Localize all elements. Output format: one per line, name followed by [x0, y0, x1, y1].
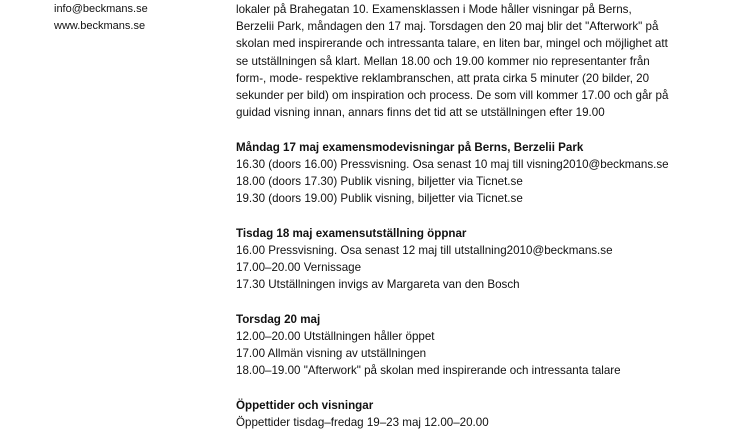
intro-paragraph: [236, 1, 706, 121]
paragraph-gap: [236, 121, 706, 138]
section-opening-hours: [236, 397, 706, 431]
schedule-item: 18.00 (doors 17.30) Publik visning, biljetter via Ticnet.se: [236, 175, 523, 189]
schedule-item: 16.00 Pressvisning. Osa senast 12 maj till utstallning2010@beckmans.se: [236, 243, 613, 257]
intro-line: skolan med inspirerande och intressanta talare, en liten bar, mingel och möjlighet att: [236, 37, 668, 51]
paragraph-gap: [236, 379, 706, 396]
intro-line: Berzelii Park, måndagen den 17 maj. Torsdagen den 20 maj blir det "Afterwork" på: [236, 20, 659, 34]
schedule-item: 17.00 Allmän visning av utställningen: [236, 347, 427, 361]
intro-line: sekunder per bild) om inspiration och process. De som vill kommer 17.00 och går på: [236, 89, 669, 103]
paragraph-gap: [236, 293, 706, 310]
section-heading: Öppettider och visningar: [236, 398, 374, 412]
section-thursday: [236, 311, 706, 380]
section-heading: Torsdag 20 maj: [236, 312, 321, 326]
schedule-item: 17.00–20.00 Vernissage: [236, 261, 362, 275]
section-tuesday: [236, 225, 706, 294]
contact-block: [54, 1, 148, 35]
schedule-item: 19.30 (doors 19.00) Publik visning, biljetter via Ticnet.se: [236, 192, 523, 206]
section-monday: [236, 139, 706, 208]
paragraph-gap: [236, 207, 706, 224]
contact-email[interactable]: info@beckmans.se: [54, 3, 148, 15]
schedule-item: 16.30 (doors 16.00) Pressvisning. Osa senast 10 maj till visning2010@beckmans.se: [236, 157, 669, 171]
intro-line: lokaler på Brahegatan 10. Examensklassen i Mode håller visningar på Berns,: [236, 3, 632, 16]
schedule-item: 12.00–20.00 Utställningen håller öppet: [236, 329, 435, 343]
schedule-item: 17.30 Utställningen invigs av Margareta van den Bosch: [236, 278, 520, 292]
intro-line: form-, mode- respektive reklambranschen, att prata cirka 5 minuter (20 bilder, 20: [236, 71, 650, 85]
press-release-body: [236, 1, 706, 431]
contact-website[interactable]: www.beckmans.se: [54, 20, 146, 32]
schedule-item: 18.00–19.00 "Afterwork" på skolan med inspirerande och intressanta talare: [236, 364, 621, 378]
schedule-item: Öppettider tisdag–fredag 19–23 maj 12.00–20.00: [236, 415, 489, 429]
section-heading: Måndag 17 maj examensmodevisningar på Berns, Berzelii Park: [236, 140, 584, 154]
section-heading: Tisdag 18 maj examensutställning öppnar: [236, 226, 467, 240]
intro-line: guidad visning innan, annars finns det tid att se utställningen efter 19.00: [236, 106, 605, 120]
intro-line: se utställningen så klart. Mellan 18.00 och 19.00 kommer nio representanter från: [236, 54, 650, 68]
